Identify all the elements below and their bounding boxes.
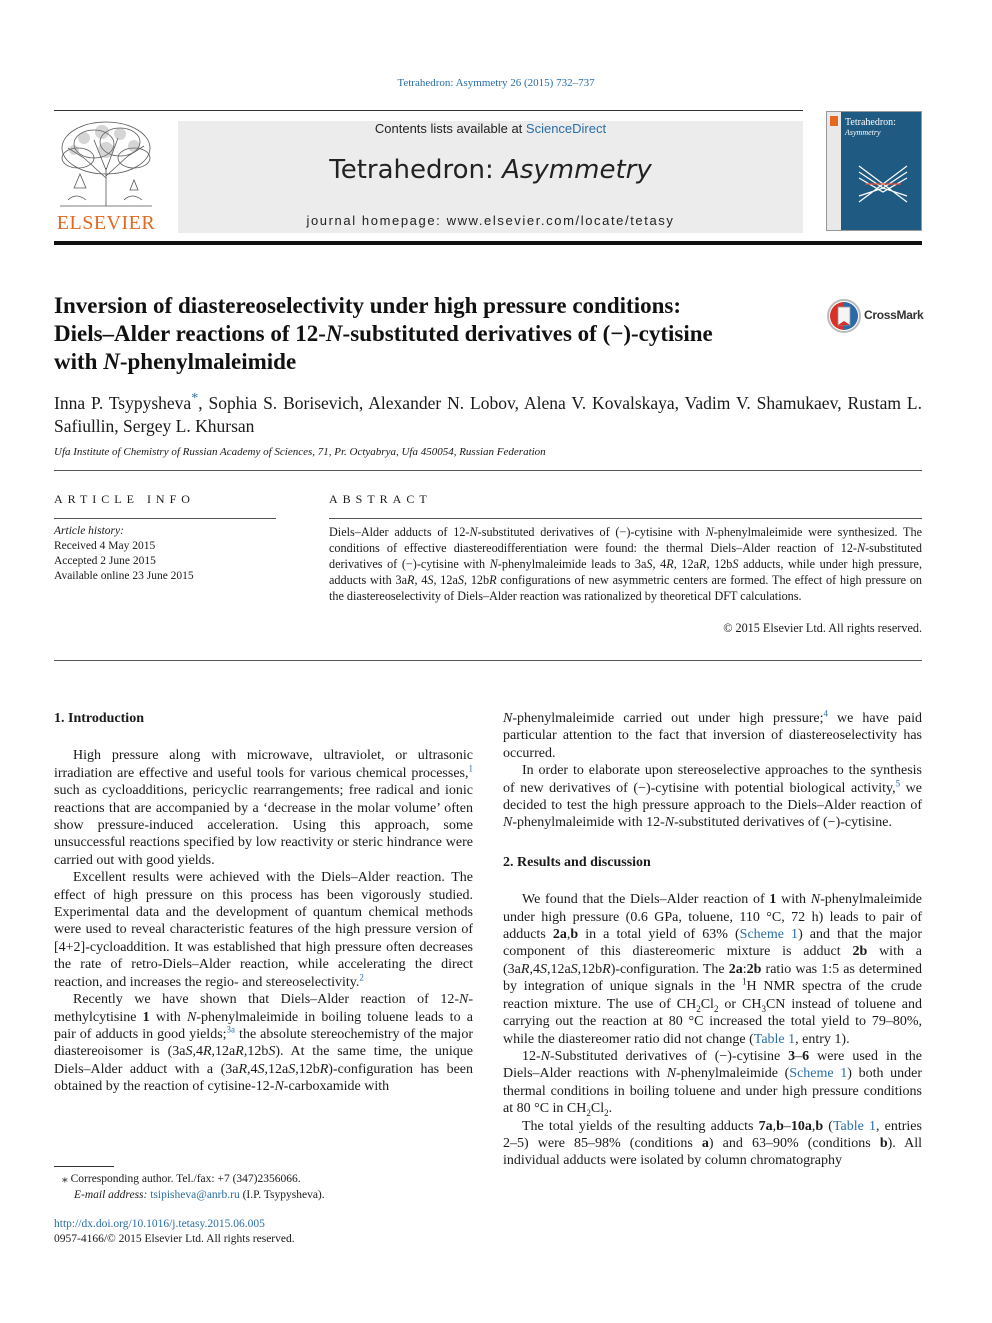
- results-paragraph-2: 12-N-Substituted derivatives of (−)-cytisine 3–6 were used in the Diels–Alder reactions with N-phenylmaleimide (Scheme 1) both under thermal conditions in boiling toluene and under high pressure conditions at 80 °C in $CH_2Cl_2$.: [503, 1048, 922, 1118]
- cover-title-line2: Asymmetry: [845, 128, 881, 137]
- abstract-text: Diels–Alder adducts of 12-N-substituted derivatives of (−)-cytisine with N-phenylmaleimide were synthesized. The conditions of effective diastereodifferentiation were found: the thermal Diels–Alder reaction of 12-N-substituted derivatives of (−)-cytisine with N-phenylmaleimide leads to 3aS, 4R, 12aR, 12bS adducts, while under high pressure, adducts with 3aR, 4S, 12aS, 12bR configurations of new asymmetric centers are formed. The effect of high pressure on the diastereoselectivity of Diels–Alder reaction was rationalized by theoretical DFT calculations.: [329, 525, 923, 603]
- journal-name-italic: Asymmetry: [502, 155, 652, 185]
- author-rest: , Sophia S. Borisevich, Alexander N. Lobov, Alena V. Kovalskaya, Vadim V. Shamukaev, Rustam L. Safiullin, Sergey L. Khursan: [54, 393, 922, 436]
- journal-cover-thumbnail[interactable]: [826, 111, 922, 231]
- sciencedirect-link[interactable]: ScienceDirect: [525, 121, 607, 136]
- header-rule: [54, 110, 803, 111]
- article-info-heading: ARTICLE INFO: [54, 492, 195, 506]
- author-email-link[interactable]: tsipisheva@anrb.ru: [150, 1189, 240, 1201]
- ref-link-2[interactable]: 2: [359, 972, 364, 983]
- elsevier-tree-icon: [54, 118, 158, 208]
- history-received: Received 4 May 2015: [54, 540, 156, 552]
- affiliation-rule: [54, 470, 922, 471]
- cover-graphic-icon: [857, 162, 909, 206]
- title-line-3b: -phenylmaleimide: [119, 349, 297, 374]
- article-history: [54, 524, 276, 584]
- intro-paragraph-3-cont: N-phenylmaleimide carried out under high pressure;$^4$ we have paid particular attention to the fact that inversion of diastereoselectivity has occurred.: [503, 708, 923, 761]
- footnote-corresponding: Corresponding author. Tel./fax: +7 (347)2356066.: [67, 1173, 301, 1185]
- body-column-left: [54, 710, 473, 1096]
- crossmark-icon: [826, 298, 862, 334]
- doi-block: [54, 1217, 473, 1247]
- ref-link-4[interactable]: 4: [823, 708, 828, 719]
- journal-name-roman: Tetrahedron:: [329, 155, 503, 185]
- header-thick-rule: [54, 241, 922, 245]
- article-title: [54, 292, 814, 376]
- history-label: Article history:: [54, 525, 124, 537]
- abstract-rule: [329, 518, 922, 519]
- issn-line: 0957-4166/© 2015 Elsevier Ltd. All rights reserved.: [54, 1233, 295, 1245]
- elsevier-wordmark: ELSEVIER: [56, 212, 156, 234]
- crossmark-badge[interactable]: [826, 298, 926, 334]
- table-1-link-2[interactable]: Table 1: [832, 1118, 877, 1134]
- scheme-1-link[interactable]: Scheme 1: [739, 927, 799, 943]
- intro-paragraph-1: High pressure along with microwave, ultraviolet, or ultrasonic irradiation are effective and useful tools for various chemical processes,$^1$ such as cycloadditions, pericyclic rearrangements; free radical and ionic reactions that are accompanied by a ‘decrease in the molar volume’ often show pressure-induced acceleration. Using this approach, some unsuccessful reactions specified by low reactivity or steric hindrance were carried out with good yields.: [54, 748, 473, 868]
- cover-logo-icon: [830, 116, 838, 126]
- title-line-2a: Diels–Alder reactions of 12-: [54, 321, 326, 346]
- intro-paragraph-2: Excellent results were achieved with the Diels–Alder reaction. The effect of high pressure on this process has been vigorously studied. Experimental data and the development of quantum chemical methods were used to reveal characteristic features of the high pressure version of [4+2]-cycloaddition. It was established that high pressure often decreases the rate of retro-Diels–Alder reaction, while accelerating the direct reaction, and increases the regio- and stereoselectivity.$^2$: [54, 870, 473, 990]
- footnote-rule: [54, 1166, 114, 1167]
- table-1-link[interactable]: Table 1: [753, 1031, 796, 1047]
- affiliation: Ufa Institute of Chemistry of Russian Academy of Sciences, 71, Pr. Octyabrya, Ufa 450054, Russian Federation: [54, 446, 546, 458]
- article-info-rule: [54, 518, 276, 519]
- scheme-1-link-2[interactable]: Scheme 1: [789, 1066, 848, 1082]
- ref-link-5[interactable]: 5: [895, 777, 901, 788]
- front-matter-rule: [54, 660, 922, 661]
- elsevier-logo: [54, 118, 158, 234]
- footnote-email-label: E-mail address:: [74, 1189, 151, 1201]
- contents-line: [178, 121, 803, 136]
- title-line-2b: -substituted derivatives of (−)-cytisine: [342, 321, 713, 346]
- abstract-copyright: © 2015 Elsevier Ltd. All rights reserved.: [723, 621, 922, 635]
- cover-title: [845, 118, 896, 138]
- crossmark-label: CrossMark: [864, 308, 924, 322]
- corresponding-author-link[interactable]: *: [191, 391, 199, 407]
- results-paragraph-1: We found that the Diels–Alder reaction of 1 with N-phenylmaleimide under high pressure (0.6 GPa, toluene, 110 °C, 72 h) leads to pair of adducts 2a,b in a total yield of 63% (Scheme 1) and that the major component of this diastereomeric mixture is adduct 2b with a (3aR,4S,12aS,12bR)-configuration. The 2a:2b ratio was 1:5 as determined by integration of unique signals in the $^1$H NMR spectra of the crude reaction mixture. The use of $CH_2Cl_2$ or $CH_3CN$ instead of toluene and carrying out the reaction at 80 °C increased the total yield to 79–80%, while the diastereomer ratio did not change (Table 1, entry 1).: [503, 892, 923, 1047]
- title-line-3a: with: [54, 349, 104, 374]
- footnote-star: ⁎: [62, 1173, 68, 1185]
- journal-citation[interactable]: Tetrahedron: Asymmetry 26 (2015) 732–737: [397, 77, 595, 89]
- title-line-3-italic: N: [103, 349, 120, 374]
- author-list: [54, 392, 922, 438]
- intro-paragraph-4: In order to elaborate upon stereoselective approaches to the synthesis of new derivatives of (−)-cytisine with potential biological activity,$^5$ we decided to test the high pressure approach to the Diels–Alder reaction of N-phenylmaleimide with 12-N-substituted derivatives of (−)-cytisine.: [503, 763, 922, 831]
- footnote-email-suffix: (I.P. Tsypysheva).: [239, 1189, 325, 1201]
- body-column-right: [503, 710, 922, 1170]
- author-first: Inna P. Tsypysheva: [54, 393, 192, 413]
- title-line-1: Inversion of diastereoselectivity under high pressure conditions:: [54, 293, 681, 318]
- ref-link-3a[interactable]: 3a: [226, 1024, 236, 1035]
- cover-title-line1: Tetrahedron:: [845, 117, 896, 128]
- history-accepted: Accepted 2 June 2015: [54, 555, 156, 567]
- doi-link[interactable]: http://dx.doi.org/10.1016/j.tetasy.2015.06.005: [54, 1218, 265, 1230]
- contents-prefix: Contents lists available at: [374, 121, 526, 136]
- ref-link-1[interactable]: 1: [468, 763, 473, 774]
- history-online: Available online 23 June 2015: [54, 570, 194, 582]
- section-heading-results: 2. Results and discussion: [503, 854, 651, 870]
- footnote: [54, 1171, 473, 1203]
- section-heading-introduction: 1. Introduction: [54, 711, 144, 726]
- cover-spine: [827, 112, 841, 231]
- title-line-2-italic: N: [325, 321, 343, 346]
- journal-name: [178, 155, 803, 185]
- intro-paragraph-3: Recently we have shown that Diels–Alder reaction of 12-N-methylcytisine 1 with N-phenylmaleimide in boiling toluene leads to a pair of adducts in good yields;$^{3a}$ the absolute stereochemistry of the major diastereoisomer is (3aS,4R,12aR,12bS). At the same time, the unique Diels–Alder adduct with a (3aR,4S,12aS,12bR)-configuration has been obtained by the reaction of cytisine-12-N-carboxamide with: [54, 992, 473, 1095]
- journal-homepage[interactable]: journal homepage: www.elsevier.com/locate/tetasy: [306, 213, 675, 228]
- abstract-heading: ABSTRACT: [329, 492, 432, 506]
- results-paragraph-3: The total yields of the resulting adducts 7a,b–10a,b (Table 1, entries 2–5) were 85–98% (conditions a) and 63–90% (conditions b). All individual adducts were isolated by column chromatography: [503, 1118, 922, 1169]
